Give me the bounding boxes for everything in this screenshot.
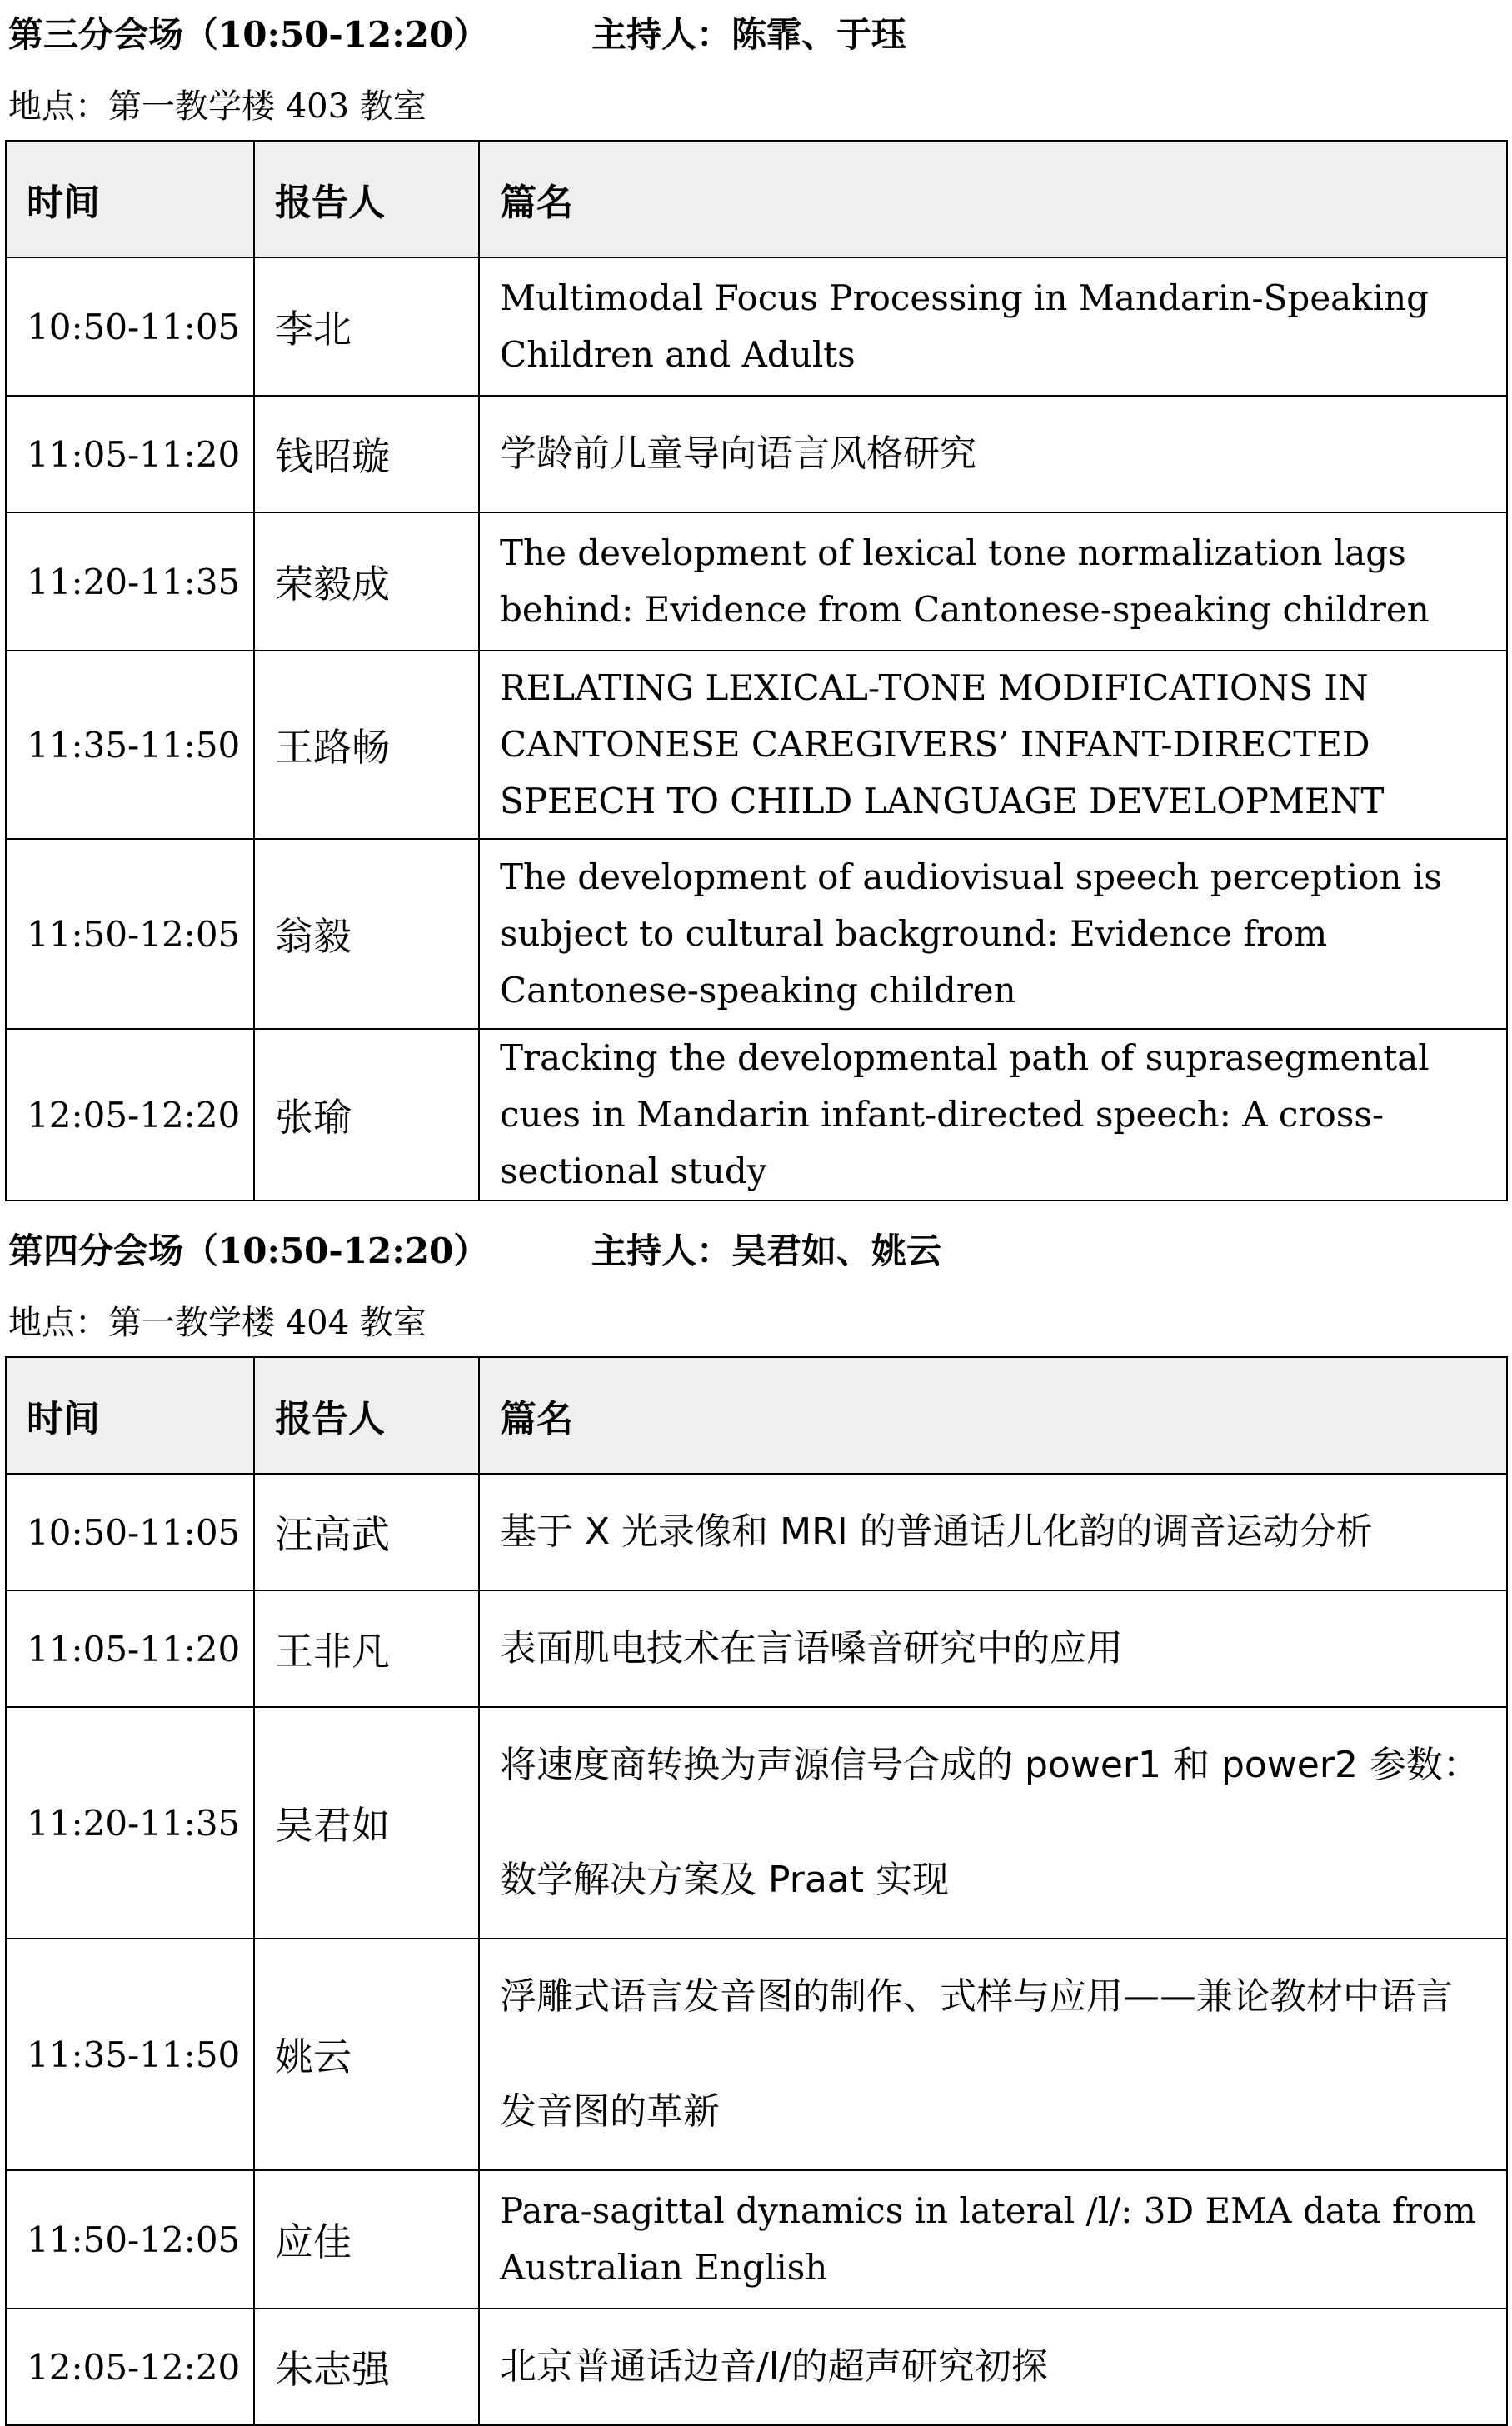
row-title: 将速度商转换为声源信号合成的 power1 和 power2 参数：数学解决方案及 Praat 实现 — [479, 1707, 1507, 1939]
row-time: 12:05-12:20 — [6, 2309, 254, 2425]
column-header-title: 篇名 — [479, 1357, 1507, 1474]
row-time: 11:50-12:05 — [6, 2170, 254, 2309]
row-speaker: 翁毅 — [254, 839, 479, 1029]
row-title: 北京普通话边音/l/的超声研究初探 — [479, 2309, 1507, 2425]
row-speaker: 应佳 — [254, 2170, 479, 2309]
row-speaker: 汪高武 — [254, 1474, 479, 1590]
table-row — [6, 1590, 1507, 1707]
row-title: Tracking the developmental path of suprasegmental cues in Mandarin infant-directed speech: A cross-sectional study — [479, 1029, 1507, 1201]
table-row — [6, 2170, 1507, 2309]
row-time: 11:35-11:50 — [6, 651, 254, 839]
session-hosts: 主持人：陈霏、于珏 — [591, 14, 907, 55]
row-title: 学龄前儿童导向语言风格研究 — [479, 396, 1507, 512]
row-time: 10:50-11:05 — [6, 257, 254, 396]
session-title: 第四分会场（10:50-12:20） — [8, 1230, 489, 1271]
row-speaker: 姚云 — [254, 1939, 479, 2170]
table-row — [6, 257, 1507, 396]
session-hosts: 主持人：吴君如、姚云 — [591, 1230, 942, 1271]
row-title: Para-sagittal dynamics in lateral /l/: 3D EMA data from Australian English — [479, 2170, 1507, 2309]
row-time: 11:20-11:35 — [6, 512, 254, 651]
row-title: The development of audiovisual speech perception is subject to cultural background: Evidence from Cantonese-speaking children — [479, 839, 1507, 1029]
row-speaker: 王非凡 — [254, 1590, 479, 1707]
row-speaker: 李北 — [254, 257, 479, 396]
row-speaker: 荣毅成 — [254, 512, 479, 651]
row-title: RELATING LEXICAL-TONE MODIFICATIONS IN CANTONESE CAREGIVERS’ INFANT-DIRECTED SPEECH TO CHILD LANGUAGE DEVELOPMENT — [479, 651, 1507, 839]
row-time: 11:35-11:50 — [6, 1939, 254, 2170]
column-header-speaker: 报告人 — [254, 1357, 479, 1474]
agenda-table — [5, 140, 1508, 1201]
row-time: 11:05-11:20 — [6, 1590, 254, 1707]
column-header-time: 时间 — [6, 141, 254, 257]
row-time: 11:50-12:05 — [6, 839, 254, 1029]
row-speaker: 张瑜 — [254, 1029, 479, 1201]
table-row — [6, 2309, 1507, 2425]
table-row — [6, 651, 1507, 839]
row-title: 浮雕式语言发音图的制作、式样与应用——兼论教材中语言发音图的革新 — [479, 1939, 1507, 2170]
row-title: The development of lexical tone normalization lags behind: Evidence from Cantonese-speaking children — [479, 512, 1507, 651]
column-header-speaker: 报告人 — [254, 141, 479, 257]
row-title: Multimodal Focus Processing in Mandarin-Speaking Children and Adults — [479, 257, 1507, 396]
session-heading — [8, 1226, 942, 1276]
agenda-table — [5, 1356, 1508, 2426]
session-location: 地点：第一教学楼 403 教室 — [8, 87, 427, 126]
column-header-title: 篇名 — [479, 141, 1507, 257]
table-header-row — [6, 141, 1507, 257]
column-header-time: 时间 — [6, 1357, 254, 1474]
row-time: 11:20-11:35 — [6, 1707, 254, 1939]
table-row — [6, 1707, 1507, 1939]
table-row — [6, 1474, 1507, 1590]
table-row — [6, 512, 1507, 651]
session-title: 第三分会场（10:50-12:20） — [8, 14, 489, 55]
session-location: 地点：第一教学楼 404 教室 — [8, 1304, 427, 1342]
session-heading — [8, 10, 907, 60]
row-time: 11:05-11:20 — [6, 396, 254, 512]
row-speaker: 朱志强 — [254, 2309, 479, 2425]
row-time: 10:50-11:05 — [6, 1474, 254, 1590]
row-time: 12:05-12:20 — [6, 1029, 254, 1201]
row-speaker: 钱昭璇 — [254, 396, 479, 512]
row-title: 表面肌电技术在言语嗓音研究中的应用 — [479, 1590, 1507, 1707]
table-header-row — [6, 1357, 1507, 1474]
table-row — [6, 1029, 1507, 1201]
table-row — [6, 839, 1507, 1029]
table-row — [6, 396, 1507, 512]
row-title: 基于 X 光录像和 MRI 的普通话儿化韵的调音运动分析 — [479, 1474, 1507, 1590]
row-speaker: 王路畅 — [254, 651, 479, 839]
table-row — [6, 1939, 1507, 2170]
row-speaker: 吴君如 — [254, 1707, 479, 1939]
